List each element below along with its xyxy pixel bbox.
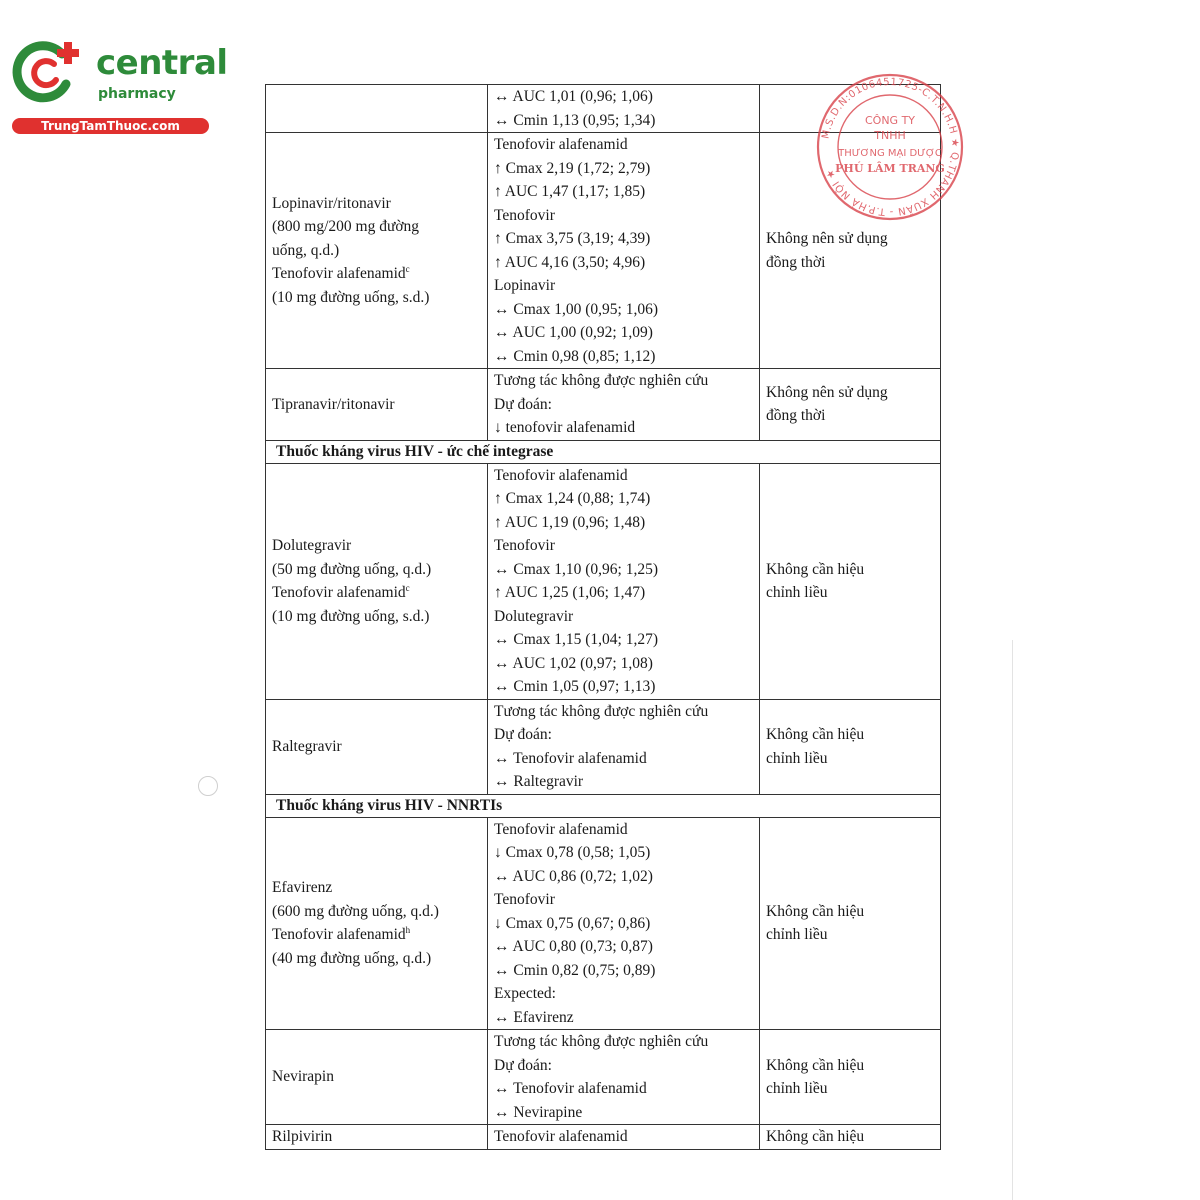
section-header-row	[266, 794, 941, 817]
effect-line	[494, 1006, 753, 1030]
cell-text: Không nên sử dụng	[766, 383, 888, 401]
effect-line	[494, 1077, 753, 1101]
cell-text: Tenofovir alafenamid	[494, 1128, 628, 1145]
cell-text: ↔ Cmax 1,00 (0,95; 1,06)	[494, 300, 659, 318]
effect-line	[494, 227, 753, 251]
effect-line	[494, 109, 753, 133]
cell-text: ↔ Nevirapine	[494, 1103, 583, 1121]
cell-text: Tenofovir alafenamid	[272, 926, 406, 944]
cell-text: (600 mg đường uống, q.d.)	[272, 902, 439, 920]
cell-text: chỉnh liều	[766, 1080, 828, 1097]
cell-text: Tương tác không được nghiên cứu	[494, 372, 709, 389]
table-row	[266, 1125, 941, 1150]
effect-line	[494, 85, 753, 109]
effect-line	[494, 1030, 753, 1054]
footnote-marker: c	[405, 582, 410, 593]
effect-line	[494, 298, 753, 322]
drug-line	[272, 735, 481, 759]
effect-line	[494, 747, 753, 771]
interaction-table	[265, 84, 941, 1150]
cell-text: Raltegravir	[272, 737, 342, 755]
cell-text: (40 mg đường uống, q.d.)	[272, 949, 432, 967]
cell-text: ↔ Tenofovir alafenamid	[494, 1080, 647, 1097]
effect-cell	[488, 817, 760, 1030]
effect-line	[494, 959, 753, 983]
page-edge-shadow	[1012, 640, 1013, 1200]
effect-line	[494, 558, 753, 582]
effect-line	[494, 935, 753, 959]
cell-text: Không nên sử dụng	[766, 230, 888, 247]
effect-line	[494, 818, 753, 842]
effect-line	[494, 345, 753, 369]
logo-subtitle: pharmacy	[98, 86, 176, 102]
cell-text: ↓ tenofovir alafenamid	[494, 419, 636, 436]
effect-line	[494, 770, 753, 794]
cell-text: (50 mg đường uống, q.d.)	[272, 560, 432, 578]
drug-cell	[266, 463, 488, 699]
effect-line	[494, 675, 753, 699]
drug-line	[272, 876, 481, 900]
recommendation-cell	[760, 1030, 941, 1125]
cell-text: (10 mg đường uống, s.d.)	[272, 607, 430, 625]
effect-line	[494, 133, 753, 157]
effect-line	[494, 464, 753, 488]
effect-line	[494, 652, 753, 676]
cell-text: ↑ AUC 1,19 (0,96; 1,48)	[494, 513, 646, 531]
table-row	[266, 463, 941, 699]
cell-text: đồng thời	[766, 253, 826, 271]
recommendation-cell	[760, 817, 941, 1030]
cell-text: Lopinavir	[494, 277, 556, 294]
drug-cell	[266, 369, 488, 441]
drug-line	[272, 605, 481, 629]
recommendation-line	[766, 581, 934, 605]
effect-line	[494, 1054, 753, 1078]
section-title: Thuốc kháng virus HIV - NNRTIs	[266, 794, 941, 817]
cell-text: Rilpivirin	[272, 1128, 333, 1145]
stamp-line2: TNHH	[874, 129, 906, 142]
effect-cell	[488, 1030, 760, 1125]
effect-line	[494, 982, 753, 1006]
cell-text: chỉnh liều	[766, 749, 828, 767]
cell-text: chỉnh liều	[766, 926, 828, 944]
effect-line	[494, 912, 753, 936]
drug-cell	[266, 817, 488, 1030]
cell-text: ↑ AUC 1,25 (1,06; 1,47)	[494, 584, 646, 601]
cell-text: ↑ AUC 4,16 (3,50; 4,96)	[494, 253, 646, 271]
effect-line	[494, 1101, 753, 1125]
drug-line	[272, 947, 481, 971]
drug-line	[272, 558, 481, 582]
cell-text: ↔ Cmin 1,13 (0,95; 1,34)	[494, 111, 656, 129]
section-header-row	[266, 440, 941, 463]
cell-text: ↔ Tenofovir alafenamid	[494, 749, 647, 767]
effect-line	[494, 511, 753, 535]
logo-website: TrungTamThuoc.com	[12, 118, 209, 134]
table-row	[266, 369, 941, 441]
cell-text: (10 mg đường uống, s.d.)	[272, 288, 430, 306]
cell-text: ↔ Cmin 0,82 (0,75; 0,89)	[494, 961, 656, 979]
effect-cell	[488, 463, 760, 699]
cell-text: Tenofovir alafenamid	[494, 466, 628, 484]
cell-text: Không cần hiệu	[766, 560, 865, 578]
cell-text: Tenofovir alafenamid	[494, 136, 628, 153]
effect-line	[494, 723, 753, 747]
cell-text: ↑ AUC 1,47 (1,17; 1,85)	[494, 183, 646, 200]
effect-cell	[488, 699, 760, 794]
footnote-marker: c	[405, 264, 410, 275]
effect-cell	[488, 1125, 760, 1150]
effect-cell	[488, 369, 760, 441]
recommendation-line	[766, 251, 934, 275]
drug-cell	[266, 1030, 488, 1125]
cell-text: Tipranavir/ritonavir	[272, 395, 395, 413]
recommendation-line	[766, 227, 934, 251]
stamp-line3: THƯƠNG MẠI DƯỢC	[838, 148, 942, 159]
drug-line	[272, 534, 481, 558]
cell-text: Expected:	[494, 985, 556, 1002]
svg-text:M.S.D.N:0106451725-C.T.N.H.H ★	[820, 77, 960, 217]
cell-text: Tương tác không được nghiên cứu	[494, 702, 709, 720]
drug-line	[272, 393, 481, 417]
cell-text: ↓ Cmax 0,78 (0,58; 1,05)	[494, 844, 651, 861]
drug-cell	[266, 133, 488, 369]
effect-line	[494, 274, 753, 298]
cell-text: Nevirapin	[272, 1068, 334, 1086]
effect-line	[494, 487, 753, 511]
cell-text: Dolutegravir	[272, 537, 352, 554]
recommendation-cell	[760, 1125, 941, 1150]
recommendation-line	[766, 381, 934, 405]
effect-line	[494, 628, 753, 652]
cell-text: ↔ AUC 1,02 (0,97; 1,08)	[494, 654, 653, 672]
cell-text: ↑ Cmax 2,19 (1,72; 2,79)	[494, 159, 651, 177]
recommendation-cell	[760, 463, 941, 699]
effect-line	[494, 157, 753, 181]
cell-text: Tenofovir alafenamid	[494, 820, 628, 838]
effect-line	[494, 369, 753, 393]
cell-text: ↔ AUC 1,01 (0,96; 1,06)	[494, 88, 653, 105]
cell-text: (800 mg/200 mg đường	[272, 218, 420, 236]
cell-text: ↔ Cmin 0,98 (0,85; 1,12)	[494, 347, 656, 365]
cell-text: Tenofovir alafenamid	[272, 584, 406, 601]
recommendation-line	[766, 900, 934, 924]
effect-cell	[488, 85, 760, 133]
cell-text: uống, q.d.)	[272, 241, 340, 259]
drug-line	[272, 1125, 481, 1149]
stamp-line1: CÔNG TY	[864, 114, 916, 127]
effect-line	[494, 1125, 753, 1149]
effect-line	[494, 393, 753, 417]
cell-text: Tenofovir	[494, 891, 555, 908]
effect-line	[494, 321, 753, 345]
recommendation-line	[766, 747, 934, 771]
recommendation-cell	[760, 369, 941, 441]
recommendation-line	[766, 923, 934, 947]
punch-hole	[198, 776, 218, 796]
effect-cell	[488, 133, 760, 369]
footnote-marker: h	[405, 925, 411, 936]
recommendation-line	[766, 558, 934, 582]
recommendation-line	[766, 723, 934, 747]
effect-line	[494, 180, 753, 204]
drug-cell	[266, 699, 488, 794]
stamp-ring-text: M.S.D.N:0106451725-C.T.N.H.H ★ Q.THANH XUÂN - T.P.HÀ NỘI ★	[820, 76, 961, 218]
recommendation-line	[766, 404, 934, 428]
cell-text: Tenofovir	[494, 206, 555, 224]
drug-line	[272, 286, 481, 310]
cell-text: Lopinavir/ritonavir	[272, 194, 391, 212]
cell-text: Tenofovir	[494, 537, 555, 554]
effect-line	[494, 605, 753, 629]
drug-line	[272, 239, 481, 263]
drug-line	[272, 900, 481, 924]
cell-text: Tenofovir alafenamid	[272, 265, 406, 283]
logo-name: central	[96, 43, 228, 83]
cell-text: chỉnh liều	[766, 584, 828, 601]
table-row	[266, 817, 941, 1030]
cell-text: đồng thời	[766, 407, 826, 425]
cell-text: Không cần hiệu	[766, 726, 865, 743]
drug-cell	[266, 1125, 488, 1150]
cell-text: Không cần hiệu	[766, 1128, 865, 1145]
recommendation-line	[766, 1054, 934, 1078]
table-row	[266, 699, 941, 794]
drug-line	[272, 192, 481, 216]
brand-logo	[10, 36, 228, 136]
stamp-line4: PHÚ LÂM TRANG	[835, 162, 945, 175]
effect-line	[494, 700, 753, 724]
effect-line	[494, 841, 753, 865]
table-row	[266, 1030, 941, 1125]
recommendation-line	[766, 1077, 934, 1101]
recommendation-line	[766, 1125, 934, 1149]
cell-text: ↔ Efavirenz	[494, 1008, 574, 1026]
company-stamp	[815, 72, 965, 222]
cell-text: ↔ Cmin 1,05 (0,97; 1,13)	[494, 678, 656, 695]
drug-cell	[266, 85, 488, 133]
cell-text: Dự đoán:	[494, 1056, 552, 1074]
cell-text: Tương tác không được nghiên cứu	[494, 1033, 709, 1050]
drug-line	[272, 923, 481, 947]
recommendation-cell	[760, 699, 941, 794]
drug-line	[272, 262, 481, 286]
cell-text: ↔ Cmax 1,15 (1,04; 1,27)	[494, 631, 659, 648]
cell-text: Không cần hiệu	[766, 1056, 865, 1074]
drug-line	[272, 215, 481, 239]
effect-line	[494, 581, 753, 605]
cell-text: Efavirenz	[272, 879, 333, 897]
effect-line	[494, 865, 753, 889]
effect-line	[494, 251, 753, 275]
cell-text: ↔ Raltegravir	[494, 773, 584, 790]
drug-line	[272, 1065, 481, 1089]
cell-text: Dự đoán:	[494, 726, 552, 743]
cell-text: Không cần hiệu	[766, 902, 865, 920]
drug-line	[272, 581, 481, 605]
effect-line	[494, 204, 753, 228]
cell-text: ↑ Cmax 1,24 (0,88; 1,74)	[494, 490, 651, 507]
effect-line	[494, 534, 753, 558]
central-logo-icon	[10, 40, 82, 104]
effect-line	[494, 416, 753, 440]
effect-line	[494, 888, 753, 912]
section-title: Thuốc kháng virus HIV - ức chế integrase	[266, 440, 941, 463]
cell-text: ↔ AUC 0,86 (0,72; 1,02)	[494, 867, 653, 885]
cell-text: ↓ Cmax 0,75 (0,67; 0,86)	[494, 914, 651, 932]
cell-text: Dolutegravir	[494, 607, 574, 625]
cell-text: ↑ Cmax 3,75 (3,19; 4,39)	[494, 230, 651, 247]
cell-text: Dự đoán:	[494, 395, 552, 413]
cell-text: ↔ AUC 0,80 (0,73; 0,87)	[494, 938, 653, 955]
cell-text: ↔ Cmax 1,10 (0,96; 1,25)	[494, 560, 659, 578]
cell-text: ↔ AUC 1,00 (0,92; 1,09)	[494, 324, 653, 341]
